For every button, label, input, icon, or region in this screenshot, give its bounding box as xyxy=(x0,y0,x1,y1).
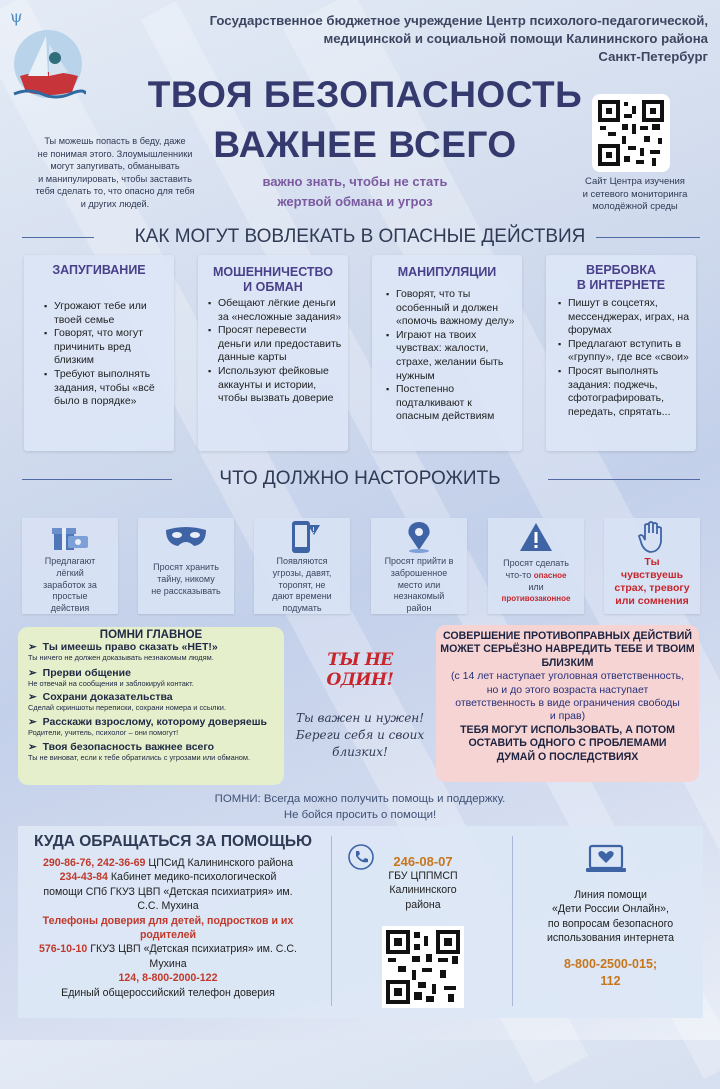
org-line-2: медицинской и социальной помощи Калининского района xyxy=(323,31,708,46)
qr-code[interactable] xyxy=(382,926,464,1008)
svg-text:!: ! xyxy=(312,526,316,535)
online-helpline xyxy=(528,888,693,990)
warning-text: Предлагают xyxy=(44,556,96,566)
warning-text: простые xyxy=(52,591,88,602)
remember-box xyxy=(18,627,284,785)
warning-text: дают времени xyxy=(272,591,332,602)
warning-card-dangerous xyxy=(488,518,584,614)
remember-item-text: Родители, учитель, психолог – они помогут! xyxy=(28,728,179,737)
card-title: В ИНТЕРНЕТЕ xyxy=(576,278,666,292)
phone-number[interactable]: 124, 8-800-2000-122 xyxy=(118,972,218,985)
card-title: МОШЕННИЧЕСТВО xyxy=(213,265,333,279)
not-alone-block xyxy=(294,650,426,761)
section-heading-methods: КАК МОГУТ ВОВЛЕКАТЬ В ОПАСНЫЕ ДЕЙСТВИЯ xyxy=(134,226,586,247)
warning-text: не рассказывать xyxy=(151,585,221,596)
list-item: ▪ Играют на твоих чувствах: жалости, страхе, желании быть нужным xyxy=(386,329,516,383)
location-pin-icon xyxy=(371,518,467,556)
center-contact xyxy=(363,854,483,912)
qr-code[interactable] xyxy=(592,94,670,172)
warning-text: что-то опасное xyxy=(505,569,567,580)
card-title: ВЕРБОВКА xyxy=(585,263,657,277)
not-alone-line: Ты важен и нужен! xyxy=(295,711,425,725)
list-item: ▪ Обещают лёгкие деньги за «несложные задания» xyxy=(208,297,342,324)
consequences-box xyxy=(436,625,699,782)
list-item: ▪ Просят перевести деньги или предоставить данные карты xyxy=(208,324,342,365)
warning-triangle-icon xyxy=(488,518,584,556)
list-item: ▪ Требуют выполнять задания, чтобы «всё было в порядке» xyxy=(44,368,166,409)
warning-card-location xyxy=(371,518,467,614)
org-line-3: Санкт-Петербург xyxy=(598,49,708,64)
list-item: ▪ Говорят, что могут причинить вред близким xyxy=(44,327,166,368)
contact-label: использования интернета xyxy=(546,932,675,945)
divider xyxy=(331,836,332,1006)
remember-item-text: Ты не виноват, если к тебе обратились с угрозами или обманом. xyxy=(28,753,251,762)
consequences-note: и прав) xyxy=(549,710,586,723)
phone-number[interactable]: 8-800-2500-015; xyxy=(563,956,658,971)
warning-text: заработок за xyxy=(43,579,97,590)
warning-card-secret xyxy=(138,518,234,614)
intro-line: и манипулировать, чтобы заставить xyxy=(38,173,192,184)
warning-text: заброшенное xyxy=(390,567,448,578)
not-alone-line: Береги себя и своих xyxy=(295,728,425,742)
contact-label: Кабинет медико-психологической xyxy=(107,871,277,884)
center-logo xyxy=(8,6,86,106)
consequences-note: (с 14 лет наступает уголовная ответственность, xyxy=(450,670,685,683)
card-list xyxy=(44,300,166,409)
warning-text: место или xyxy=(397,579,441,590)
consequences-text: ДУМАЙ О ПОСЛЕДСТВИЯХ xyxy=(496,750,639,763)
warning-text: Просят прийти в xyxy=(384,556,454,566)
warning-text: Ты xyxy=(644,556,660,568)
card-intimidation xyxy=(24,255,174,451)
remember-item-text: Не отвечай на сообщения и заблокируй контакт. xyxy=(28,679,194,688)
phone-number[interactable]: 576-10-10 xyxy=(39,943,88,956)
subtitle xyxy=(240,172,470,212)
contact-label: Единый общероссийский телефон доверия xyxy=(61,986,275,999)
gift-money-icon xyxy=(22,518,118,556)
remember-item-head: Твоя безопасность важнее всего xyxy=(42,741,215,753)
stop-hand-icon xyxy=(604,518,700,556)
contact-label: ГБУ ЦППМСП xyxy=(388,870,458,882)
card-manipulation xyxy=(372,255,522,451)
card-fraud xyxy=(198,255,348,451)
phone-number[interactable]: 112 xyxy=(600,973,621,988)
warning-text-red: опасное xyxy=(533,570,567,580)
not-alone-line: близких! xyxy=(332,745,388,759)
help-contacts-list xyxy=(18,856,318,1000)
intro-line: Ты можешь попасть в беду, даже xyxy=(44,136,186,146)
contact-label: Мухина xyxy=(149,957,187,970)
card-title: И ОБМАН xyxy=(243,280,303,294)
remember-item-text: Ты ничего не должен доказывать незнакомым людям. xyxy=(28,653,214,662)
phone-alert-icon xyxy=(254,518,350,556)
intro-text xyxy=(20,135,210,210)
card-list xyxy=(208,297,342,406)
warning-text: подумать xyxy=(282,603,322,614)
not-alone-title: ТЫ НЕ ОДИН! xyxy=(326,650,394,690)
qr-code-image xyxy=(382,926,464,1008)
remember-title: ПОМНИ ГЛАВНОЕ xyxy=(99,629,203,641)
list-item: ▪ Говорят, что ты особенный и должен «помочь важному делу» xyxy=(386,288,516,329)
phone-number[interactable]: 246-08-07 xyxy=(393,854,453,869)
consequences-text: ОСТАВИТЬ ОДНОГО С ПРОБЛЕМАМИ xyxy=(468,737,667,750)
svg-text:ψ: ψ xyxy=(10,7,23,26)
mask-icon xyxy=(138,518,234,556)
divider xyxy=(512,836,513,1006)
remember-item: ➢ Ты имеешь право сказать «НЕТ!» Ты ничего не должен доказывать незнакомым людям. xyxy=(28,641,280,663)
remember-item-head: Расскажи взрослому, которому доверяешь xyxy=(42,716,267,728)
contact-label: района xyxy=(405,898,441,911)
warning-text: лёгкий xyxy=(56,567,84,578)
help-title: КУДА ОБРАЩАТЬСЯ ЗА ПОМОЩЬЮ xyxy=(34,833,312,850)
consequences-text: БЛИЗКИМ xyxy=(541,656,594,669)
title-line-1: ТВОЯ БЕЗОПАСНОСТЬ xyxy=(147,74,583,115)
list-item: ▪ Просят выполнять задания: поджечь, сфотографировать, передать, спрятать... xyxy=(558,365,690,419)
qr-caption-line: Сайт Центра изучения xyxy=(585,176,685,187)
warning-card-feelings xyxy=(604,518,700,614)
consequences-text: СОВЕРШЕНИЕ ПРОТИВОПРАВНЫХ ДЕЙСТВИЙ xyxy=(443,630,692,642)
contact-label: по вопросам безопасного xyxy=(547,917,674,930)
laptop-heart-icon xyxy=(584,842,628,878)
intro-line: тебя сделать то, что опасно для тебя xyxy=(35,186,195,196)
consequences-note: ответственность в виде ограничения свободы xyxy=(455,697,680,710)
contact-label: ГКУЗ ЦВП «Детская психиатрия» им. С.С. xyxy=(87,943,297,956)
warning-text: торопят, не xyxy=(278,579,326,590)
help-section xyxy=(18,826,703,1018)
remember-item: ➢ Сохрани доказательства Сделай скриншоты переписки, сохрани номера и ссылки. xyxy=(28,691,280,713)
card-list xyxy=(558,297,690,419)
qr-caption-line: молодёжной среды xyxy=(592,201,678,212)
card-list xyxy=(386,288,516,424)
reminder-note xyxy=(0,791,720,823)
warning-text: район xyxy=(406,603,432,614)
warning-text: незнакомый xyxy=(393,591,445,602)
phone-number[interactable]: 290-86-76, 242-36-69 xyxy=(42,857,146,869)
warning-card-easy-money xyxy=(22,518,118,614)
hotline-heading: Телефоны доверия для детей, подростков и их xyxy=(42,914,294,927)
card-title: ЗАПУГИВАНИЕ xyxy=(52,263,146,277)
remember-item: ➢ Твоя безопасность важнее всего Ты не виноват, если к тебе обратились с угрозами или обманом. xyxy=(28,741,280,763)
remember-item-text: Сделай скриншоты переписки, сохрани номера и ссылки. xyxy=(28,703,226,712)
intro-line: могут запугивать, обманывать xyxy=(50,161,180,171)
list-item: ▪ Постепенно подталкивают к опасным действиям xyxy=(386,383,516,424)
contact-label: ЦПСиД Калининского района xyxy=(145,857,294,869)
warning-text: Просят хранить xyxy=(153,562,219,572)
remember-item: ➢ Прерви общение Не отвечай на сообщения и заблокируй контакт. xyxy=(28,667,280,689)
card-title: МАНИПУЛЯЦИИ xyxy=(397,265,497,279)
contact-label: С.С. Мухина xyxy=(137,900,199,913)
qr-code-image xyxy=(592,94,670,172)
contact-label: «Дети России Онлайн», xyxy=(552,903,669,916)
reminder-line: Не бойся просить о помощи! xyxy=(283,809,437,821)
warning-card-pressure xyxy=(254,518,350,614)
contact-label: Калининского xyxy=(389,884,457,897)
warning-text: Появляются xyxy=(276,556,328,566)
list-item: ▪ Пишут в соцсетях, мессенджерах, играх, на форумах xyxy=(558,297,690,338)
section-heading-warning-signs: ЧТО ДОЛЖНО НАСТОРОЖИТЬ xyxy=(219,468,501,489)
reminder-line: ПОМНИ: Всегда можно получить помощь и поддержку. xyxy=(214,793,506,805)
remember-item-head: Сохрани доказательства xyxy=(42,691,173,703)
warning-text: страх, тревогу xyxy=(614,582,690,594)
warning-text: тайну, никому xyxy=(157,573,215,584)
warning-text: действия xyxy=(50,603,90,614)
organization-header xyxy=(188,12,708,66)
org-line-1: Государственное бюджетное учреждение Центр психолого-педагогической, xyxy=(209,13,708,28)
qr-caption-line: и сетевого мониторинга xyxy=(582,188,688,200)
remember-item-head: Прерви общение xyxy=(42,667,131,679)
list-item: ▪ Угрожают тебе или твоей семье xyxy=(44,300,166,327)
intro-line: не понимая этого. Злоумышленники xyxy=(37,148,193,159)
contact-label: помощи СПб ГКУЗ ЦВП «Детская психиатрия» им. xyxy=(43,885,293,898)
contact-label: Линия помощи xyxy=(574,889,647,901)
list-item: ▪ Предлагают вступить в «группу», где все «свои» xyxy=(558,338,690,365)
subtitle-line-2: жертвой обмана и угроз xyxy=(277,194,433,209)
qr-caption xyxy=(560,176,710,214)
hotline-heading: родителей xyxy=(139,929,197,942)
consequences-text: МОЖЕТ СЕРЬЁЗНО НАВРЕДИТЬ ТЕБЕ И ТВОИМ xyxy=(440,643,695,656)
warning-text: чувствуешь xyxy=(620,569,684,581)
remember-item: ➢ Расскажи взрослому, которому доверяешь Родители, учитель, психолог – они помогут! xyxy=(28,716,280,738)
consequences-note: но и до этого возраста наступает xyxy=(486,683,649,696)
list-item: ▪ Используют фейковые аккаунты и истории, чтобы вызвать доверие xyxy=(208,365,342,406)
phone-number[interactable]: 234-43-84 xyxy=(59,871,108,884)
consequences-text: ТЕБЯ МОГУТ ИСПОЛЬЗОВАТЬ, А ПОТОМ xyxy=(460,723,675,736)
warning-text: или сомнения xyxy=(615,595,689,607)
warning-text: или xyxy=(528,581,544,592)
warning-text: Просят сделать xyxy=(503,558,569,568)
title-line-2: ВАЖНЕЕ ВСЕГО xyxy=(213,124,517,165)
warning-text-red: противозаконное xyxy=(501,594,571,604)
card-recruitment xyxy=(546,255,696,451)
warning-text: угрозы, давят, xyxy=(272,567,332,578)
intro-line: и других людей. xyxy=(80,198,150,209)
subtitle-line-1: важно знать, чтобы не стать xyxy=(262,174,448,189)
remember-item-head: Ты имеешь право сказать «НЕТ!» xyxy=(42,641,218,653)
